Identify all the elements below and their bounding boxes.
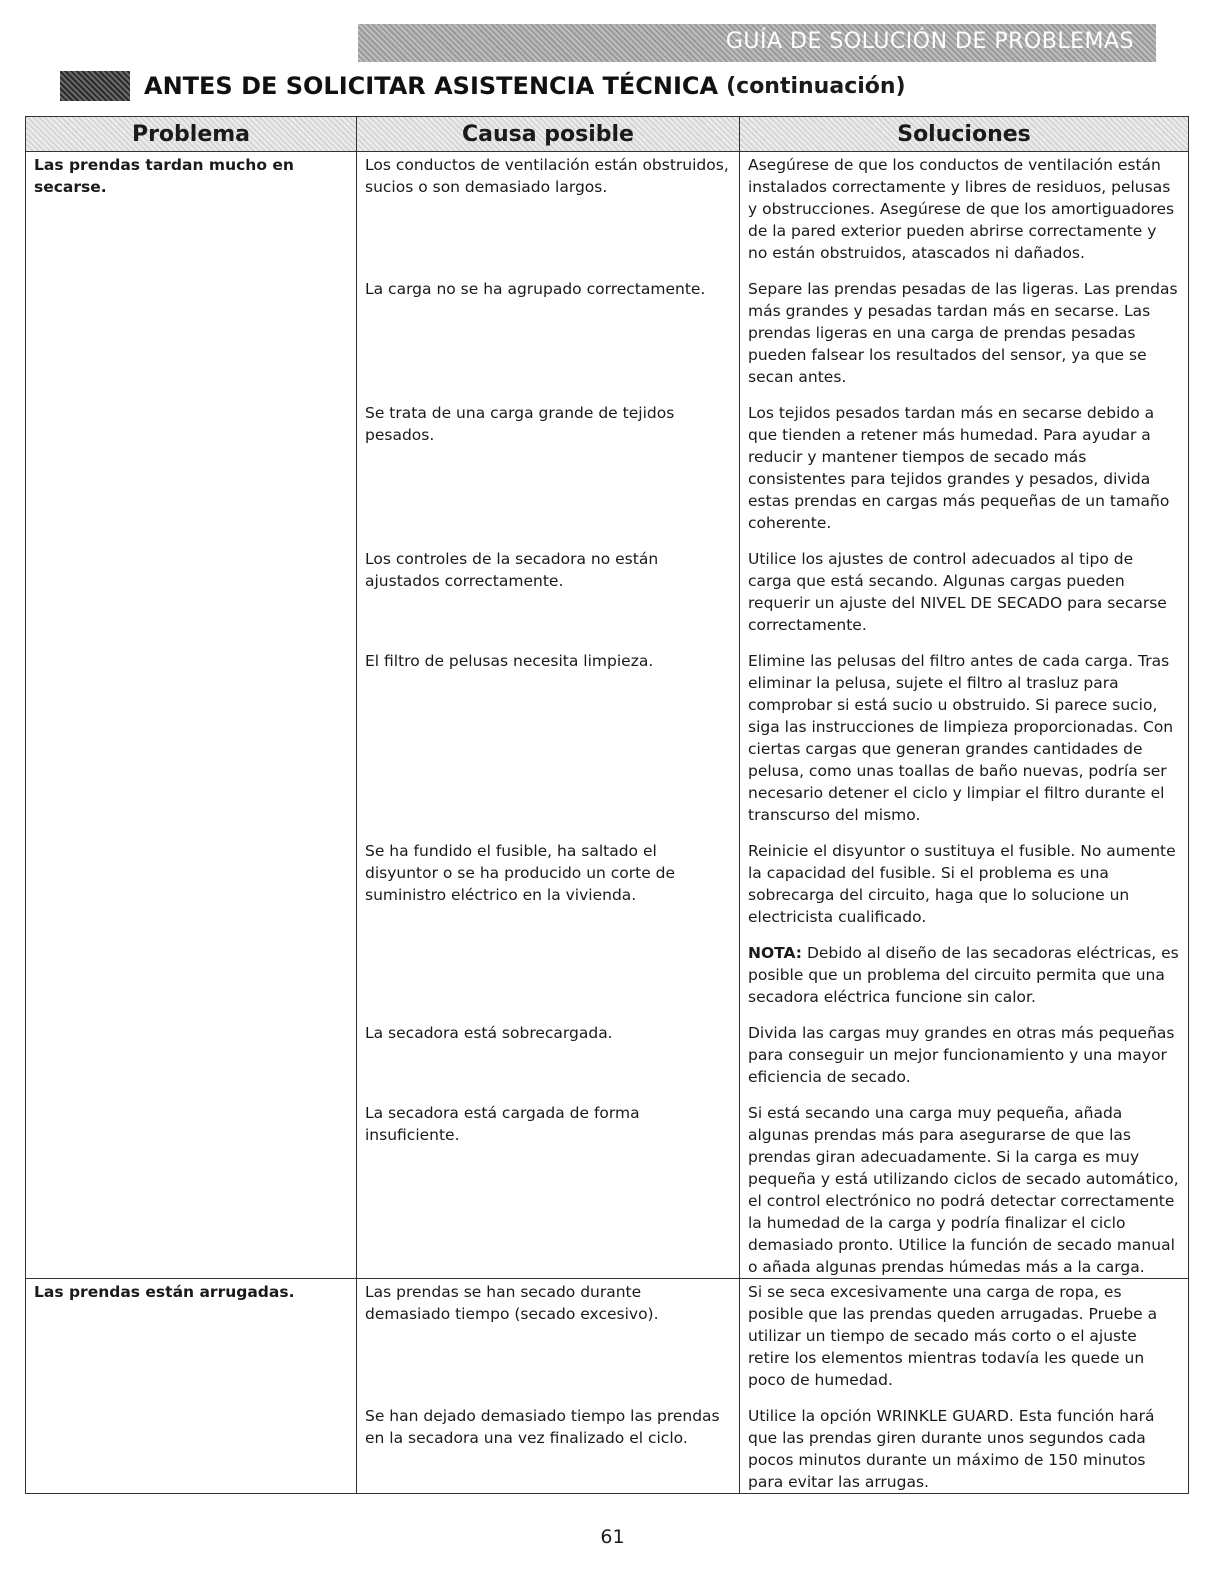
page-number: 61: [600, 1526, 625, 1548]
column-header-solutions: Soluciones: [740, 117, 1189, 152]
section-banner: [358, 24, 1156, 62]
cause-cell: Se han dejado demasiado tiempo las prendas en la secadora una vez finalizado el ciclo.: [357, 1403, 740, 1494]
page-heading: [60, 68, 906, 104]
cause-cell: Se ha fundido el fusible, ha saltado el disyuntor o se ha producido un corte de suministro eléctrico en la vivienda.: [357, 838, 740, 940]
cause-cell: Las prendas se han secado durante demasiado tiempo (secado excesivo).: [357, 1279, 740, 1404]
heading-title: ANTES DE SOLICITAR ASISTENCIA TÉCNICA: [144, 72, 719, 100]
problem-cell: [26, 276, 357, 400]
solution-cell: Utilice los ajustes de control adecuados al tipo de carga que está secando. Algunas cargas pueden requerir un ajuste del NIVEL DE SECADO para secarse correctamente.: [740, 546, 1189, 648]
table-row: [26, 276, 1189, 400]
cause-cell: [357, 940, 740, 1020]
problem-cell: [26, 1403, 357, 1494]
heading-subtitle: (continuación): [726, 73, 906, 99]
solution-cell: Separe las prendas pesadas de las ligeras. Las prendas más grandes y pesadas tardan más en secarse. Las prendas ligeras en una carga de prendas pesadas pueden falsear los resultados del sensor, ya que se secan antes.: [740, 276, 1189, 400]
solution-cell: Si está secando una carga muy pequeña, añada algunas prendas más para asegurarse de que las prendas giran adecuadamente. Si la carga es muy pequeña y está utilizando ciclos de secado automático, el control electrónico no podrá detectar correctamente la humedad de la carga y podría finalizar el ciclo demasiado pronto. Utilice la función de secado manual o añada algunas prendas húmedas más a la carga.: [740, 1100, 1189, 1279]
solution-cell-note: [740, 940, 1189, 1020]
solution-cell: Los tejidos pesados tardan más en secarse debido a que tienden a retener más humedad. Para ayudar a reducir y mantener tiempos de secado más consistentes para tejidos grandes y pesados, divida estas prendas en cargas más pequeñas de un tamaño coherente.: [740, 400, 1189, 546]
cause-cell: La carga no se ha agrupado correctamente.: [357, 276, 740, 400]
heading-marker: [60, 71, 130, 101]
table-row: [26, 1403, 1189, 1494]
cause-cell: Los conductos de ventilación están obstruidos, sucios o son demasiado largos.: [357, 152, 740, 277]
cause-cell: El filtro de pelusas necesita limpieza.: [357, 648, 740, 838]
problem-cell: [26, 546, 357, 648]
problem-cell: [26, 838, 357, 940]
table-row: [26, 400, 1189, 546]
table-row: [26, 648, 1189, 838]
problem-cell: [26, 648, 357, 838]
table-row: [26, 546, 1189, 648]
table-row: [26, 1020, 1189, 1100]
solution-cell: Divida las cargas muy grandes en otras más pequeñas para conseguir un mejor funcionamiento y una mayor eficiencia de secado.: [740, 1020, 1189, 1100]
table-header-row: [26, 117, 1189, 152]
solution-cell: Utilice la opción WRINKLE GUARD. Esta función hará que las prendas giren durante unos segundos cada pocos minutos durante un máximo de 150 minutos para evitar las arrugas.: [740, 1403, 1189, 1494]
table-row: [26, 940, 1189, 1020]
note-text: Debido al diseño de las secadoras eléctricas, es posible que un problema del circuito permita que una secadora eléctrica funcione sin calor.: [748, 944, 1179, 1006]
problem-cell: Las prendas están arrugadas.: [26, 1279, 357, 1404]
problem-cell: [26, 1100, 357, 1279]
problem-cell: [26, 1020, 357, 1100]
cause-cell: La secadora está sobrecargada.: [357, 1020, 740, 1100]
table-row: [26, 152, 1189, 277]
solution-cell: Elimine las pelusas del filtro antes de cada carga. Tras eliminar la pelusa, sujete el filtro al trasluz para comprobar si está sucio u obstruido. Si parece sucio, siga las instrucciones de limpieza proporcionadas. Con ciertas cargas que generan grandes cantidades de pelusa, como unas toallas de baño nuevas, podría ser necesario detener el ciclo y limpiar el filtro durante el transcurso del mismo.: [740, 648, 1189, 838]
cause-cell: Los controles de la secadora no están ajustados correctamente.: [357, 546, 740, 648]
solution-cell: Asegúrese de que los conductos de ventilación están instalados correctamente y libres de residuos, pelusas y obstrucciones. Asegúrese de que los amortiguadores de la pared exterior pueden abrirse correctamente y no están obstruidos, atascados ni dañados.: [740, 152, 1189, 277]
table-row: [26, 1100, 1189, 1279]
section-banner-label: GUÍA DE SOLUCIÓN DE PROBLEMAS: [725, 29, 1134, 54]
cause-cell: Se trata de una carga grande de tejidos pesados.: [357, 400, 740, 546]
problem-cell: [26, 940, 357, 1020]
cause-cell: La secadora está cargada de forma insuficiente.: [357, 1100, 740, 1279]
note-label: NOTA:: [748, 944, 803, 962]
column-header-problem: Problema: [26, 117, 357, 152]
solution-cell: Reinicie el disyuntor o sustituya el fusible. No aumente la capacidad del fusible. Si el problema es una sobrecarga del circuito, haga que lo solucione un electricista cualificado.: [740, 838, 1189, 940]
table-row: [26, 1279, 1189, 1404]
problem-cell: Las prendas tardan mucho en secarse.: [26, 152, 357, 277]
troubleshooting-table: [25, 116, 1189, 1494]
solution-cell: Si se seca excesivamente una carga de ropa, es posible que las prendas queden arrugadas. Pruebe a utilizar un tiempo de secado más corto o el ajuste retire los elementos mientras todavía les quede un poco de humedad.: [740, 1279, 1189, 1404]
problem-cell: [26, 400, 357, 546]
column-header-cause: Causa posible: [357, 117, 740, 152]
table-row: [26, 838, 1189, 940]
